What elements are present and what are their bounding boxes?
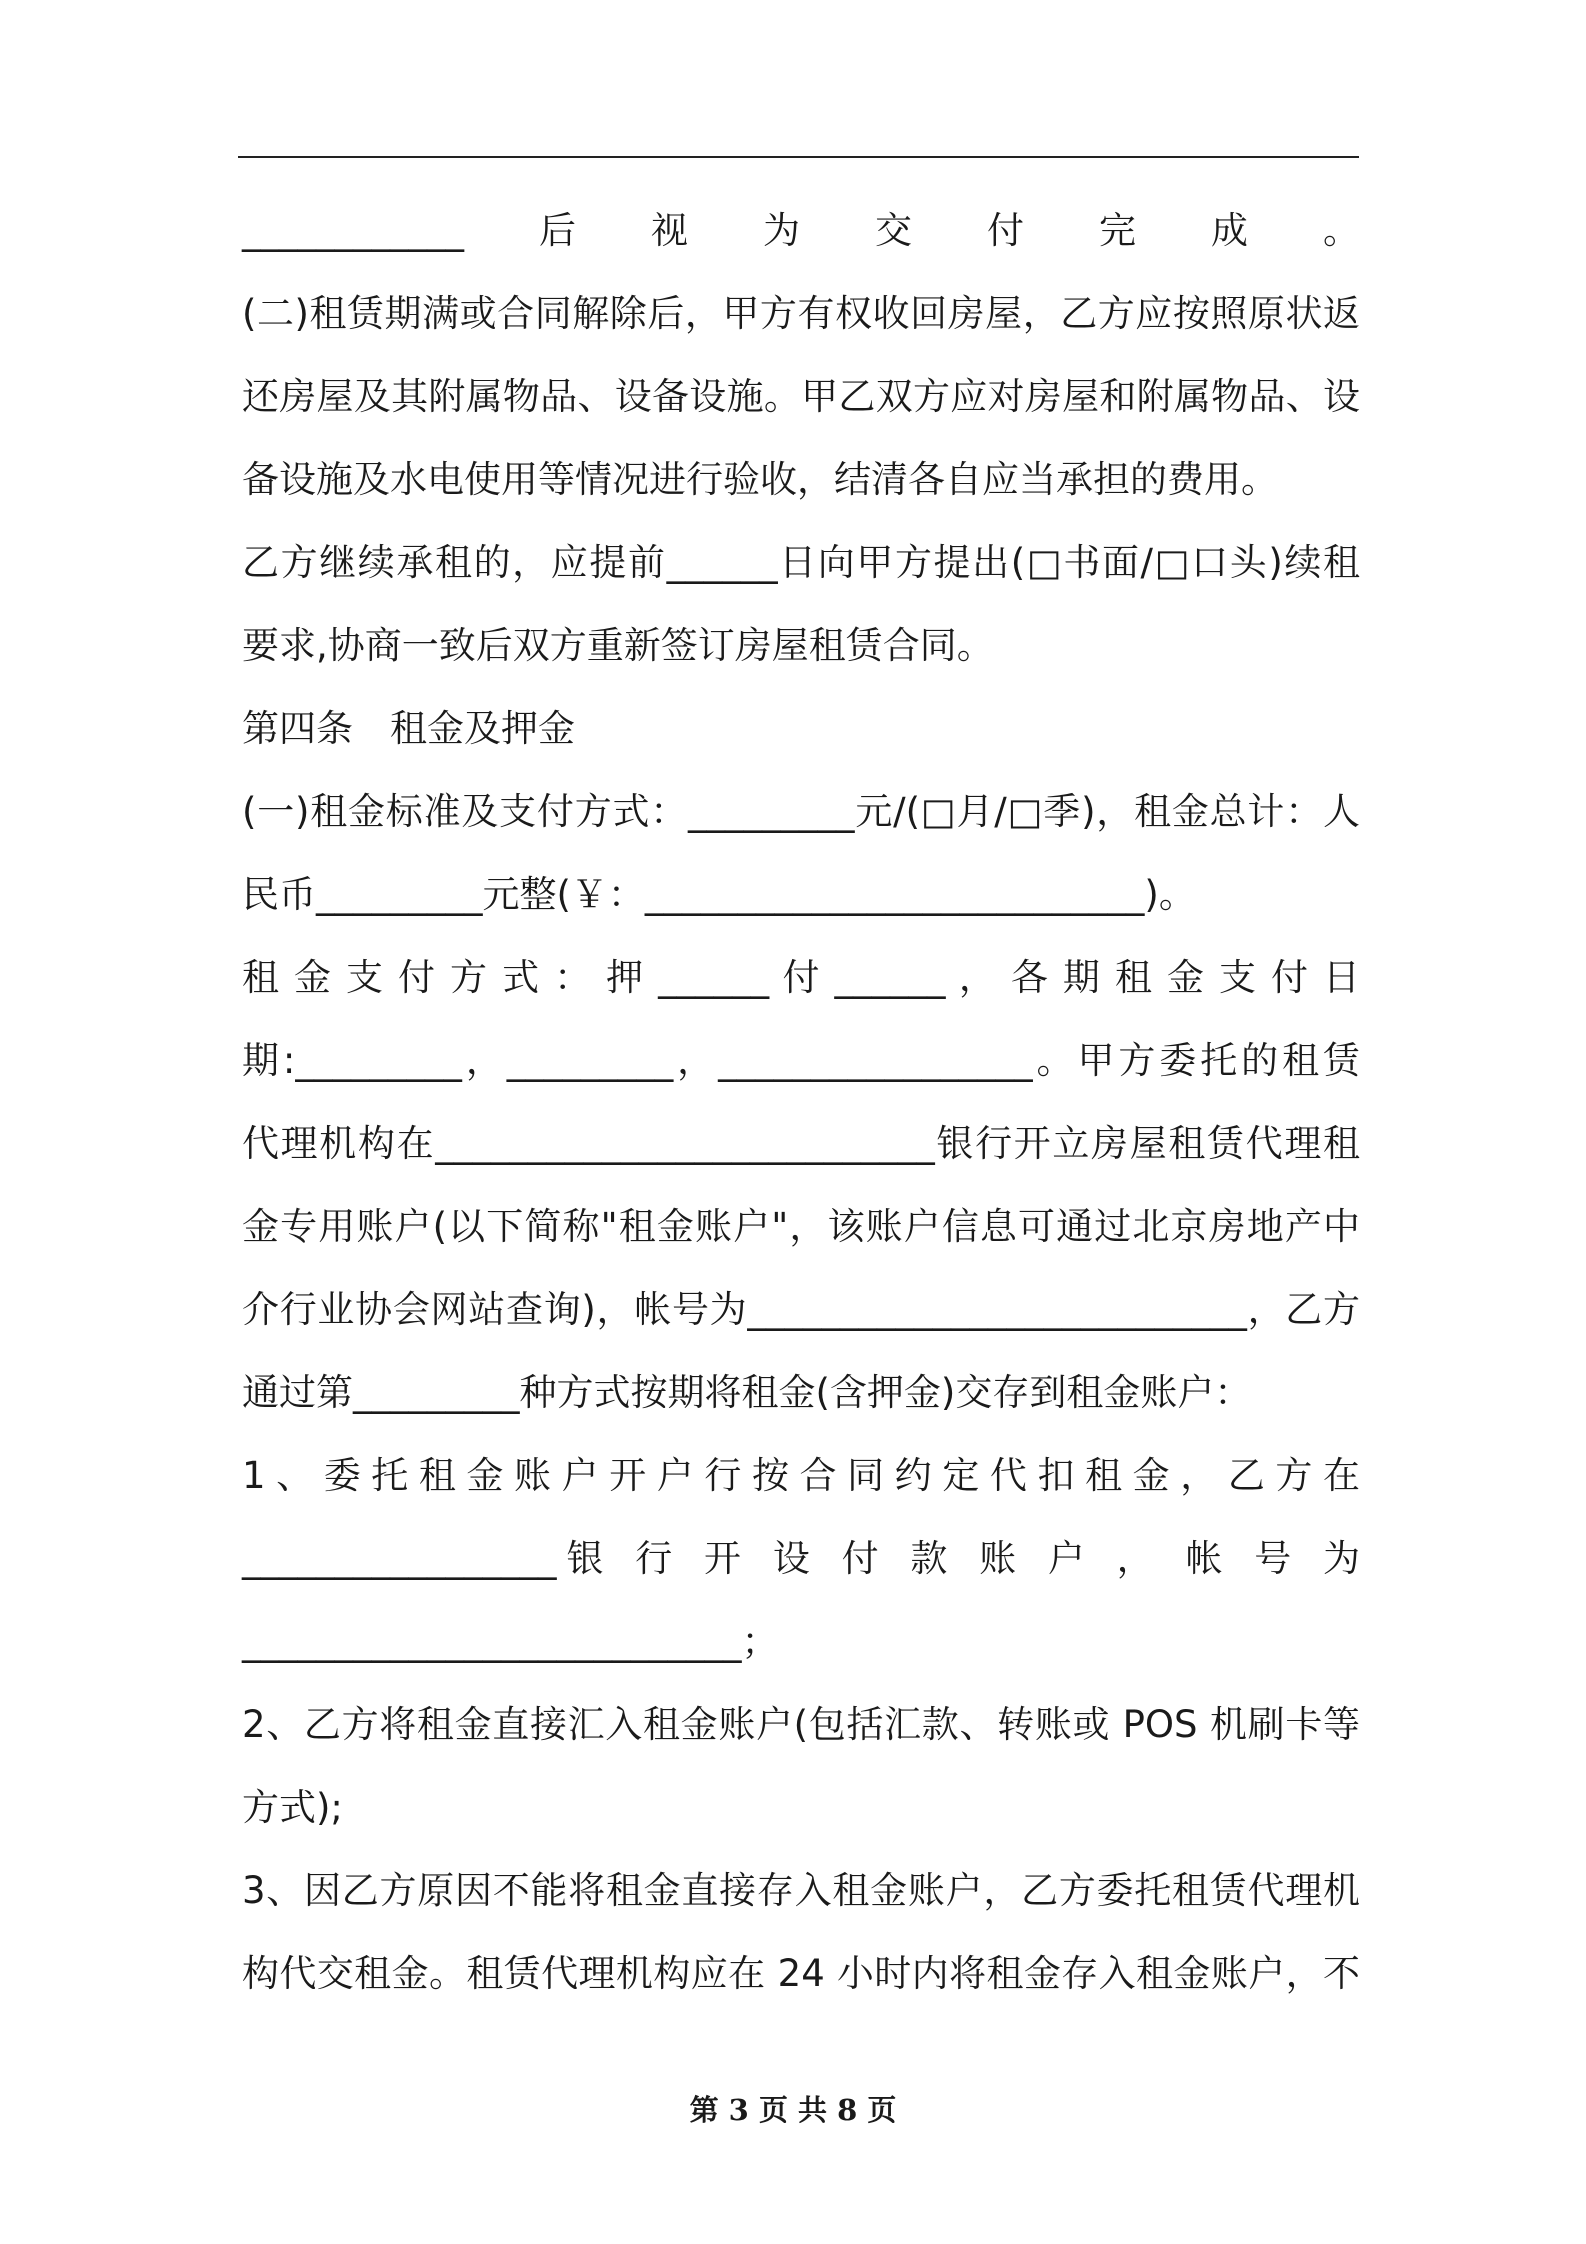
text-line: (一)租金标准及支付方式：_________元/(□月/□季)，租金总计：人 xyxy=(242,790,1360,833)
text-line: 3、因乙方原因不能将租金直接存入租金账户，乙方委托租赁代理机 xyxy=(242,1869,1360,1912)
text-line: 代理机构在___________________________银行开立房屋租赁代理租 xyxy=(242,1122,1360,1165)
header-rule xyxy=(238,156,1359,158)
text-line: (二)租赁期满或合同解除后，甲方有权收回房屋，乙方应按照原状返 xyxy=(242,292,1360,335)
text-line: 要求,协商一致后双方重新签订房屋租赁合同。 xyxy=(242,624,994,667)
text-line: 还房屋及其附属物品、设备设施。甲乙双方应对房屋和附属物品、设 xyxy=(242,375,1360,418)
text-line: 1、委托租金账户开户行按合同约定代扣租金，乙方在 xyxy=(242,1454,1360,1497)
text-line: 构代交租金。租赁代理机构应在 24 小时内将租金存入租金账户，不 xyxy=(242,1952,1360,1995)
text-line: _________________银 行 开 设 付 款 账 户 ， 帐 号 为 xyxy=(242,1537,1360,1580)
text-line: 备设施及水电使用等情况进行验收，结清各自应当承担的费用。 xyxy=(242,458,1278,501)
text-line: 方式); xyxy=(242,1786,343,1829)
text-line: 金专用账户(以下简称"租金账户"，该账户信息可通过北京房地产中 xyxy=(242,1205,1360,1248)
text-line: 民币_________元整(￥：___________________________)。 xyxy=(242,873,1196,916)
text-line: 租 金 支 付 方 式 ： 押 ______ 付 ______ ， 各 期 租 金 支 付 日 xyxy=(242,956,1360,999)
text-line: 2、乙方将租金直接汇入租金账户(包括汇款、转账或 POS 机刷卡等 xyxy=(242,1703,1360,1746)
text-line: 介行业协会网站查询)，帐号为___________________________，乙方 xyxy=(242,1288,1360,1331)
text-line: 通过第_________种方式按期将租金(含押金)交存到租金账户： xyxy=(242,1371,1252,1414)
text-line: 乙方继续承租的，应提前______日向甲方提出(□书面/□口头)续租 xyxy=(242,541,1360,584)
text-line: 期:_________，_________，_________________。甲方委托的租赁 xyxy=(242,1039,1360,1082)
text-line: ___________________________； xyxy=(242,1620,779,1663)
section-heading: 第四条 租金及押金 xyxy=(242,707,575,750)
text-line: ____________后视为交付完成。 xyxy=(242,209,1360,252)
page-number: 第 3 页 共 8 页 xyxy=(689,2093,897,2127)
